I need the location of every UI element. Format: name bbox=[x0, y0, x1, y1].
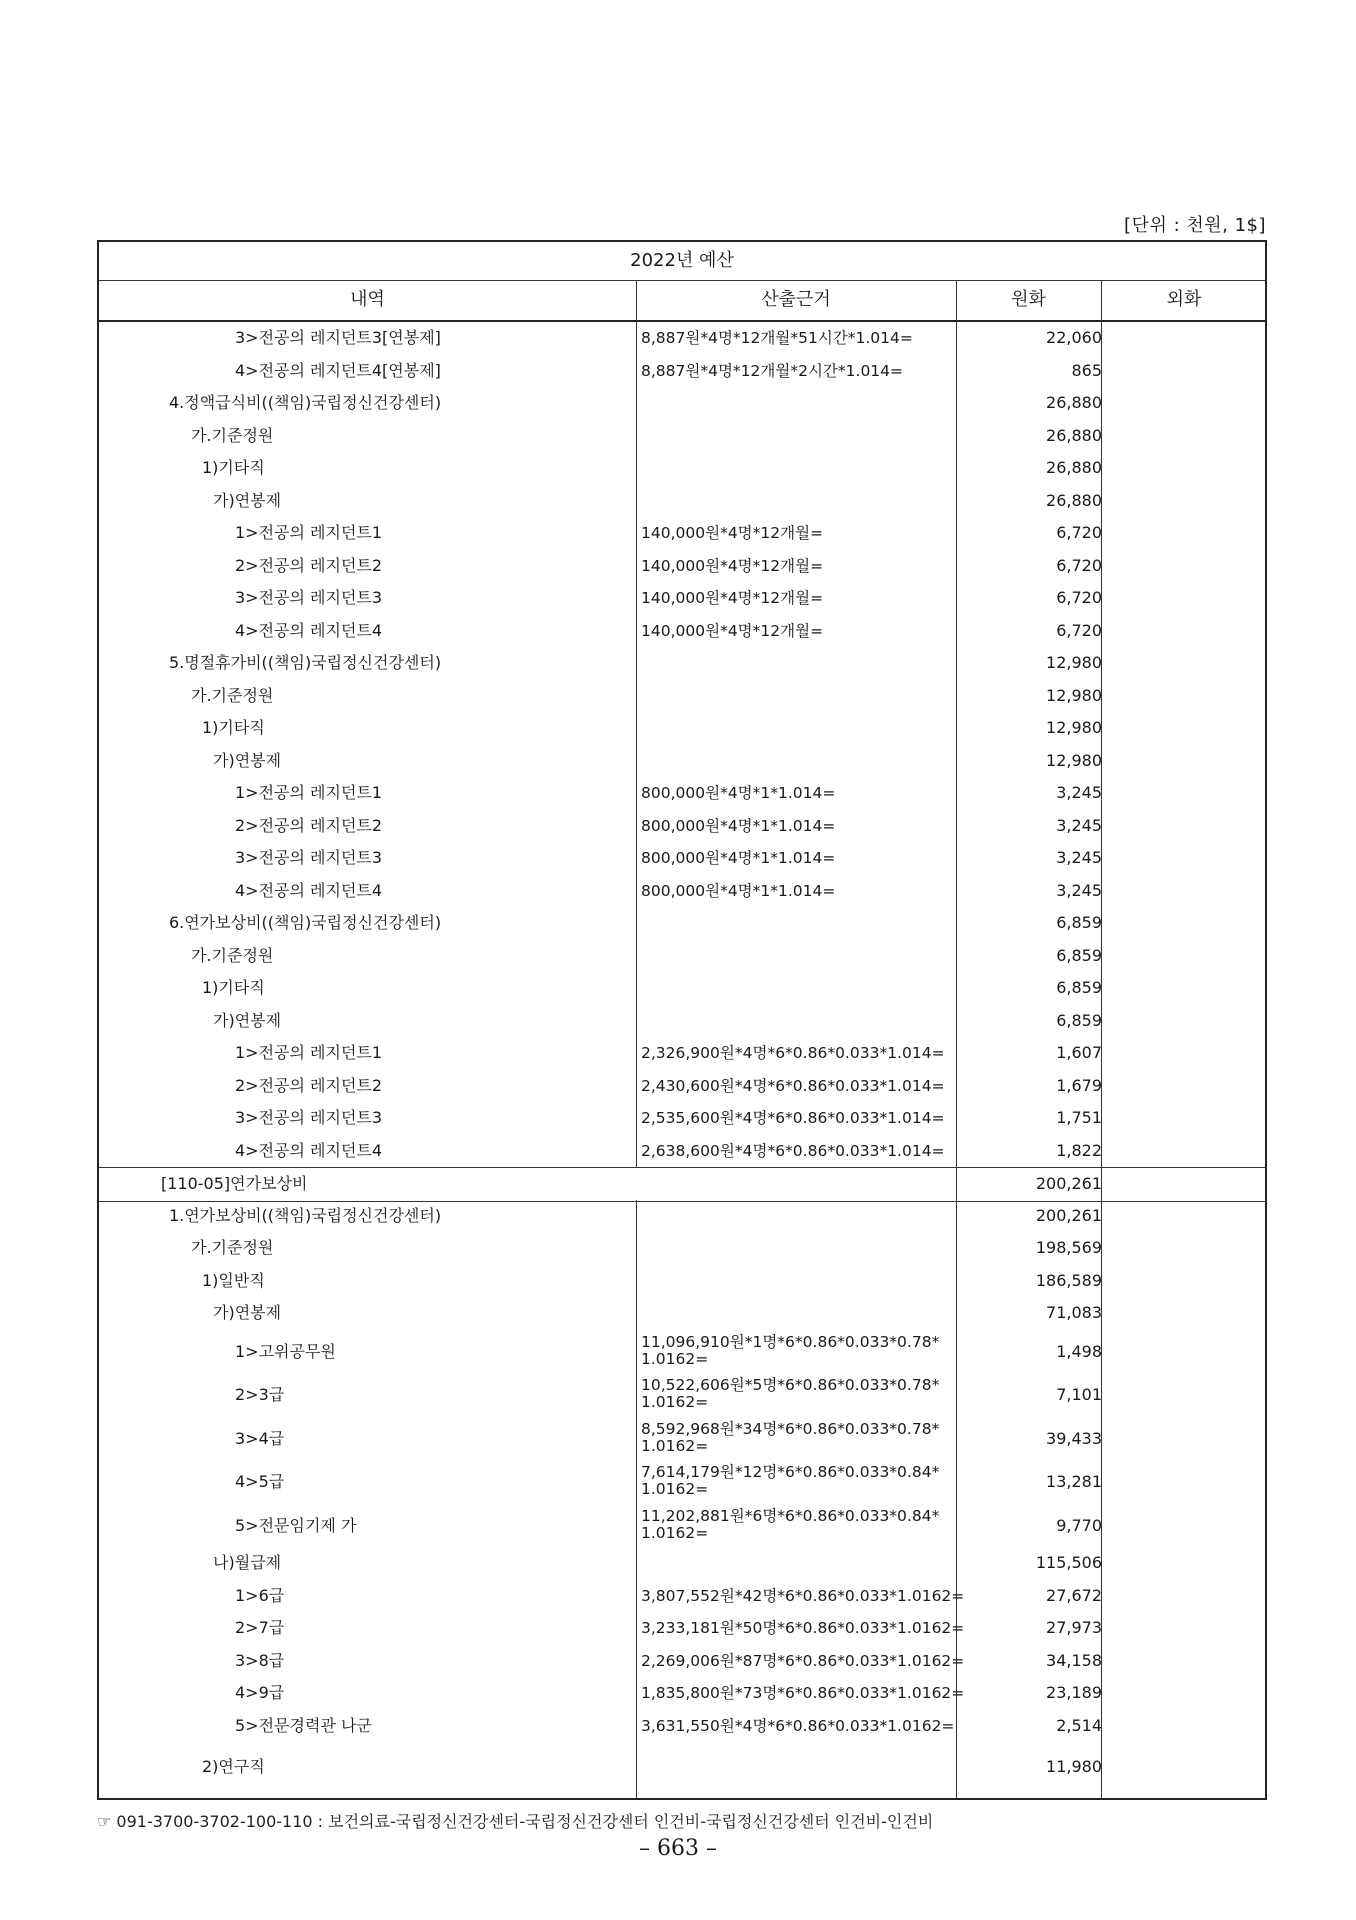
won-cell: 12,980 bbox=[1046, 750, 1102, 770]
won-cell: 1,822 bbox=[1056, 1140, 1102, 1160]
item-cell: 1>전공의 레지던트1 bbox=[235, 523, 383, 542]
basis-cell bbox=[641, 712, 956, 745]
item-cell: [110-05]연가보상비 bbox=[161, 1174, 308, 1193]
basis-cell: 3,233,181원*50명*6*0.86*0.033*1.0162= bbox=[641, 1619, 965, 1637]
basis-cell bbox=[641, 745, 956, 778]
basis-cell bbox=[641, 647, 956, 680]
table-row bbox=[99, 1373, 1265, 1417]
item-cell: 1>고위공무원 bbox=[235, 1341, 336, 1361]
basis-line: 11,202,881원*6명*6*0.86*0.033*0.84* bbox=[641, 1506, 940, 1525]
basis-cell bbox=[641, 940, 956, 973]
item-cell: 1)일반직 bbox=[202, 1270, 265, 1290]
item-cell: 4>전공의 레지던트4[연봉제] bbox=[235, 360, 441, 380]
basis-cell bbox=[641, 1232, 956, 1265]
table-row bbox=[99, 1037, 1265, 1070]
table-row bbox=[99, 940, 1265, 973]
table-row bbox=[99, 777, 1265, 810]
basis-cell bbox=[641, 485, 956, 518]
basis-cell bbox=[641, 1742, 956, 1792]
won-cell: 6,720 bbox=[1056, 588, 1102, 607]
item-cell: 2>3급 bbox=[235, 1385, 285, 1404]
table-row bbox=[99, 1460, 1265, 1504]
basis-cell bbox=[641, 1297, 956, 1330]
basis-cell bbox=[641, 1334, 956, 1368]
basis-cell: 2,269,006원*87명*6*0.86*0.033*1.0162= bbox=[641, 1651, 965, 1670]
won-cell: 26,880 bbox=[1046, 490, 1102, 510]
basis-cell: 2,638,600원*4명*6*0.86*0.033*1.014= bbox=[641, 1141, 945, 1160]
basis-line-continued: 1.0162= bbox=[641, 1393, 709, 1411]
item-cell: 2)연구직 bbox=[202, 1757, 265, 1776]
won-cell: 3,245 bbox=[1056, 848, 1102, 867]
won-cell: 12,980 bbox=[1046, 718, 1102, 737]
item-cell: 1)기타직 bbox=[202, 718, 265, 737]
basis-cell: 3,631,550원*4명*6*0.86*0.033*1.0162= bbox=[641, 1716, 955, 1735]
basis-cell bbox=[641, 1265, 956, 1298]
won-cell: 6,720 bbox=[1056, 523, 1102, 542]
won-cell: 22,060 bbox=[1046, 328, 1102, 347]
basis-cell: 140,000원*4명*12개월= bbox=[641, 621, 824, 640]
table-row bbox=[99, 1677, 1265, 1710]
basis-cell bbox=[641, 1005, 956, 1038]
won-cell: 27,672 bbox=[1046, 1585, 1102, 1605]
basis-cell bbox=[641, 680, 956, 713]
item-cell: 1)기타직 bbox=[202, 978, 265, 997]
won-cell: 186,589 bbox=[1035, 1270, 1102, 1290]
basis-cell bbox=[641, 1200, 956, 1233]
basis-cell bbox=[641, 420, 956, 453]
won-cell: 115,506 bbox=[1035, 1553, 1102, 1572]
budget-table bbox=[97, 240, 1267, 1800]
won-cell: 27,973 bbox=[1046, 1618, 1102, 1637]
table-row bbox=[99, 485, 1265, 518]
item-cell: 가)연봉제 bbox=[213, 1010, 282, 1030]
basis-cell: 800,000원*4명*1*1.014= bbox=[641, 881, 836, 900]
item-cell: 1>6급 bbox=[235, 1585, 285, 1605]
basis-cell: 1,835,800원*73명*6*0.86*0.033*1.0162= bbox=[641, 1684, 965, 1702]
item-cell: 3>8급 bbox=[235, 1650, 285, 1670]
basis-cell: 140,000원*4명*12개월= bbox=[641, 524, 824, 542]
item-cell: 2>전공의 레지던트2 bbox=[235, 555, 383, 575]
item-cell: 1>전공의 레지던트1 bbox=[235, 1043, 383, 1062]
table-row bbox=[99, 1135, 1265, 1168]
won-cell: 200,261 bbox=[1035, 1174, 1102, 1193]
table-row bbox=[99, 1070, 1265, 1103]
item-cell: 5.명절휴가비((책임)국립정신건강센터) bbox=[169, 653, 442, 672]
item-cell: 가.기준정원 bbox=[191, 945, 274, 965]
won-cell: 200,261 bbox=[1035, 1205, 1102, 1225]
basis-line-continued: 1.0162= bbox=[641, 1480, 709, 1498]
item-cell: 6.연가보상비((책임)국립정신건강센터) bbox=[169, 913, 442, 932]
item-cell: 4>전공의 레지던트4 bbox=[235, 620, 383, 640]
table-row bbox=[99, 582, 1265, 615]
won-cell: 23,189 bbox=[1046, 1683, 1102, 1702]
basis-cell: 3,807,552원*42명*6*0.86*0.033*1.0162= bbox=[641, 1586, 965, 1605]
won-cell: 6,859 bbox=[1056, 945, 1102, 965]
header-basis: 산출근거 bbox=[761, 289, 831, 310]
item-cell: 5>전문경력관 나군 bbox=[235, 1715, 372, 1735]
header-item: 내역 bbox=[350, 289, 385, 310]
table-row bbox=[99, 842, 1265, 875]
basis-cell bbox=[641, 1377, 956, 1411]
basis-cell: 8,887원*4명*12개월*2시간*1.014= bbox=[641, 361, 904, 380]
won-cell: 2,514 bbox=[1056, 1715, 1102, 1735]
basis-cell: 800,000원*4명*1*1.014= bbox=[641, 784, 836, 802]
table-title: 2022년 예산 bbox=[99, 242, 1265, 281]
table-row bbox=[99, 810, 1265, 843]
won-cell: 12,980 bbox=[1046, 685, 1102, 705]
table-row bbox=[99, 972, 1265, 1005]
section-row bbox=[99, 1167, 1265, 1202]
item-cell: 3>전공의 레지던트3 bbox=[235, 848, 383, 867]
basis-cell: 140,000원*4명*12개월= bbox=[641, 589, 824, 607]
won-cell: 1,607 bbox=[1056, 1043, 1102, 1062]
basis-cell bbox=[641, 907, 956, 940]
won-cell: 71,083 bbox=[1046, 1303, 1102, 1322]
basis-line-continued: 1.0162= bbox=[641, 1523, 709, 1542]
table-row bbox=[99, 1612, 1265, 1645]
table-row bbox=[99, 1005, 1265, 1038]
basis-cell bbox=[641, 1547, 956, 1580]
basis-cell bbox=[641, 1508, 956, 1542]
table-row bbox=[99, 907, 1265, 940]
table-row bbox=[99, 322, 1265, 355]
basis-line: 8,592,968원*34명*6*0.86*0.033*0.78* bbox=[641, 1419, 940, 1438]
item-cell: 가)연봉제 bbox=[213, 750, 282, 770]
table-row bbox=[99, 1102, 1265, 1135]
table-row bbox=[99, 1645, 1265, 1678]
won-cell: 6,720 bbox=[1056, 555, 1102, 575]
won-cell: 1,751 bbox=[1056, 1108, 1102, 1127]
won-cell: 865 bbox=[1071, 360, 1102, 380]
table-row bbox=[99, 1330, 1265, 1374]
won-cell: 3,245 bbox=[1056, 783, 1102, 802]
basis-line: 7,614,179원*12명*6*0.86*0.033*0.84* bbox=[641, 1463, 940, 1481]
table-row bbox=[99, 1232, 1265, 1265]
basis-cell: 2,326,900원*4명*6*0.86*0.033*1.014= bbox=[641, 1044, 945, 1062]
table-row bbox=[99, 1742, 1265, 1792]
item-cell: 2>전공의 레지던트2 bbox=[235, 815, 383, 835]
table-row bbox=[99, 647, 1265, 680]
header-foreign: 외화 bbox=[1166, 289, 1202, 310]
table-row bbox=[99, 1547, 1265, 1580]
basis-line-continued: 1.0162= bbox=[641, 1436, 709, 1455]
table-row bbox=[99, 1710, 1265, 1743]
won-cell: 7,101 bbox=[1056, 1385, 1102, 1404]
won-cell: 6,720 bbox=[1056, 620, 1102, 640]
item-cell: 가)연봉제 bbox=[213, 1303, 282, 1322]
section-span-mask bbox=[634, 1168, 639, 1200]
item-cell: 4>5급 bbox=[235, 1472, 285, 1491]
basis-line-continued: 1.0162= bbox=[641, 1349, 709, 1368]
basis-cell: 2,535,600원*4명*6*0.86*0.033*1.014= bbox=[641, 1109, 945, 1127]
item-cell: 4>전공의 레지던트4 bbox=[235, 880, 383, 900]
item-cell: 3>전공의 레지던트3[연봉제] bbox=[235, 328, 441, 347]
basis-cell bbox=[641, 1168, 956, 1201]
won-cell: 1,498 bbox=[1056, 1341, 1102, 1361]
header-won: 원화 bbox=[1011, 289, 1046, 310]
item-cell: 3>전공의 레지던트3 bbox=[235, 1108, 383, 1127]
table-row bbox=[99, 1200, 1265, 1233]
item-cell: 3>4급 bbox=[235, 1428, 285, 1448]
won-cell: 26,880 bbox=[1046, 425, 1102, 445]
basis-cell: 2,430,600원*4명*6*0.86*0.033*1.014= bbox=[641, 1076, 945, 1095]
won-cell: 6,859 bbox=[1056, 978, 1102, 997]
table-row bbox=[99, 1297, 1265, 1330]
table-row bbox=[99, 615, 1265, 648]
item-cell: 가.기준정원 bbox=[191, 685, 274, 705]
table-row bbox=[99, 517, 1265, 550]
won-cell: 3,245 bbox=[1056, 880, 1102, 900]
basis-line: 10,522,606원*5명*6*0.86*0.033*0.78* bbox=[641, 1376, 940, 1394]
won-cell: 13,281 bbox=[1046, 1472, 1102, 1491]
won-cell: 6,859 bbox=[1056, 1010, 1102, 1030]
won-cell: 6,859 bbox=[1056, 913, 1102, 932]
item-cell: 나)월급제 bbox=[213, 1553, 282, 1572]
won-cell: 3,245 bbox=[1056, 815, 1102, 835]
basis-cell bbox=[641, 387, 956, 420]
item-cell: 1>전공의 레지던트1 bbox=[235, 783, 383, 802]
table-row bbox=[99, 745, 1265, 778]
basis-cell bbox=[641, 1464, 956, 1498]
won-cell: 1,679 bbox=[1056, 1075, 1102, 1095]
table-row bbox=[99, 1417, 1265, 1461]
item-cell: 가)연봉제 bbox=[213, 490, 282, 510]
table-row bbox=[99, 1265, 1265, 1298]
table-header bbox=[99, 280, 1265, 322]
item-cell: 가.기준정원 bbox=[191, 1238, 274, 1257]
budget-code-footer: ☞ 091-3700-3702-100-110 : 보건의료-국립정신건강센터-국립정신건강센터 인건비-국립정신건강센터 인건비-인건비 bbox=[97, 1812, 934, 1831]
table-row bbox=[99, 387, 1265, 420]
item-cell: 4>9급 bbox=[235, 1683, 285, 1702]
table-row bbox=[99, 1580, 1265, 1613]
item-cell: 4>전공의 레지던트4 bbox=[235, 1140, 383, 1160]
table-row bbox=[99, 355, 1265, 388]
item-cell: 2>7급 bbox=[235, 1618, 285, 1637]
table-row bbox=[99, 452, 1265, 485]
won-cell: 39,433 bbox=[1046, 1428, 1102, 1448]
page-number: – 663 – bbox=[639, 1836, 717, 1861]
basis-cell: 140,000원*4명*12개월= bbox=[641, 556, 824, 575]
basis-cell bbox=[641, 452, 956, 485]
item-cell: 가.기준정원 bbox=[191, 425, 274, 445]
item-cell: 5>전문임기제 가 bbox=[235, 1515, 357, 1535]
basis-cell: 8,887원*4명*12개월*51시간*1.014= bbox=[641, 329, 913, 347]
table-row bbox=[99, 420, 1265, 453]
item-cell: 2>전공의 레지던트2 bbox=[235, 1075, 383, 1095]
table-row bbox=[99, 550, 1265, 583]
item-cell: 1)기타직 bbox=[202, 458, 265, 477]
item-cell: 4.정액급식비((책임)국립정신건강센터) bbox=[169, 393, 442, 412]
basis-line: 11,096,910원*1명*6*0.86*0.033*0.78* bbox=[641, 1332, 940, 1351]
item-cell: 1.연가보상비((책임)국립정신건강센터) bbox=[169, 1205, 442, 1225]
won-cell: 9,770 bbox=[1056, 1515, 1102, 1535]
table-row bbox=[99, 1504, 1265, 1548]
table-row bbox=[99, 712, 1265, 745]
table-row bbox=[99, 875, 1265, 908]
basis-cell: 800,000원*4명*1*1.014= bbox=[641, 816, 836, 835]
won-cell: 198,569 bbox=[1035, 1238, 1102, 1257]
won-cell: 11,980 bbox=[1046, 1757, 1102, 1776]
basis-cell bbox=[641, 1421, 956, 1455]
won-cell: 26,880 bbox=[1046, 393, 1102, 412]
won-cell: 12,980 bbox=[1046, 653, 1102, 672]
unit-label: [단위 : 천원, 1$] bbox=[1124, 215, 1266, 236]
won-cell: 34,158 bbox=[1046, 1650, 1102, 1670]
basis-cell: 800,000원*4명*1*1.014= bbox=[641, 849, 836, 867]
basis-cell bbox=[641, 972, 956, 1005]
table-row bbox=[99, 680, 1265, 713]
item-cell: 3>전공의 레지던트3 bbox=[235, 588, 383, 607]
won-cell: 26,880 bbox=[1046, 458, 1102, 477]
